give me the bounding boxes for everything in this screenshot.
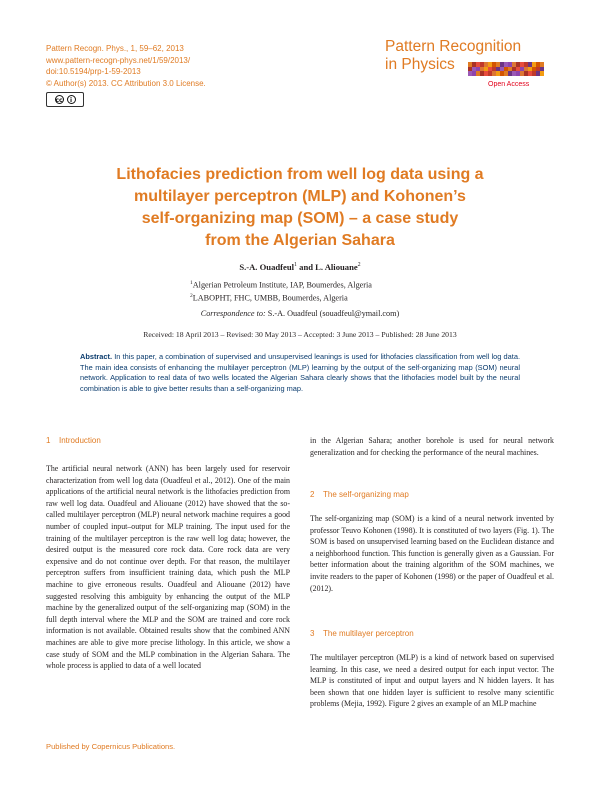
section-1-number: 1	[46, 436, 51, 445]
mosaic-cell	[540, 71, 544, 76]
section-2-body	[310, 513, 554, 594]
header-citation-block	[46, 43, 206, 89]
journal-logo-mosaic	[468, 62, 544, 76]
license-text: © Author(s) 2013. CC Attribution 3.0 License.	[46, 78, 206, 88]
section-3-number: 3	[310, 629, 315, 638]
cc-by-icon	[46, 92, 84, 107]
section-3-title: The multilayer perceptron	[323, 629, 414, 638]
cc-circle-icon: cc	[55, 97, 63, 104]
affiliation-1	[190, 278, 372, 291]
affiliation-1-sup: 1	[190, 280, 193, 286]
by-person-icon: i	[67, 95, 76, 104]
author-and: and	[297, 262, 316, 272]
journal-url[interactable]: www.pattern-recogn-phys.net/1/59/2013/	[46, 55, 191, 65]
title-line: Lithofacies prediction from well log data using a	[116, 166, 484, 183]
authors	[0, 262, 600, 272]
section-1-continuation	[310, 435, 554, 458]
affiliation-1-text: Algerian Petroleum Institute, IAP, Boumerdes, Algeria	[192, 280, 372, 290]
abstract-text: In this paper, a combination of supervised and unsupervised leanings is used for lithofacies classification from well log data. The main idea consists of enhancing the multilayer perceptron (MLP) learning by the output of the self-organizing map (SOM) neural network. Application to real data of two wells located the Algerian Sahara clearly shows that the lithofacies model built by the neural combination is able to give better results than a self-organizing map.	[80, 352, 520, 393]
section-3-body	[310, 652, 554, 710]
title-line: multilayer perceptron (MLP) and Kohonen’s	[134, 188, 466, 205]
correspondence	[0, 309, 600, 318]
abstract-label: Abstract.	[80, 352, 113, 361]
section-1-body	[46, 463, 290, 672]
section-2-heading	[310, 490, 409, 499]
affiliation-2	[190, 291, 372, 304]
section-1-title: Introduction	[59, 436, 101, 445]
doi[interactable]: doi:10.5194/prp-1-59-2013	[46, 67, 141, 76]
correspondence-text[interactable]: S.-A. Ouadfeul (souadfeul@ymail.com)	[265, 309, 400, 318]
author-2: L. Aliouane	[315, 262, 358, 272]
author-1: S.-A. Ouadfeul	[239, 262, 294, 272]
affiliations	[190, 278, 372, 304]
citation: Pattern Recogn. Phys., 1, 59–62, 2013	[46, 44, 184, 53]
journal-name-line1: Pattern Recognition	[385, 38, 522, 55]
affiliation-2-sup: 2	[190, 293, 193, 300]
affiliation-2-text: LABOPHT, FHC, UMBB, Boumerdes, Algeria	[192, 293, 348, 303]
section-2-number: 2	[310, 490, 315, 499]
section-2-title: The self-organizing map	[323, 490, 409, 499]
open-access-label: Open Access	[488, 81, 530, 88]
abstract	[80, 352, 520, 394]
section-1-heading	[46, 436, 101, 445]
title-line: self-organizing map (SOM) – a case study	[141, 210, 459, 227]
title-line: from the Algerian Sahara	[205, 232, 395, 249]
publication-dates: Received: 18 April 2013 – Revised: 30 May 2013 – Accepted: 3 June 2013 – Published: 28 June 2013	[143, 330, 457, 339]
publisher-footer: Published by Copernicus Publications.	[46, 742, 176, 751]
section-3-paragraph: The multilayer perceptron (MLP) is a kind of network based on supervised learning. In this case, we need a desired output for each input vector. The MLP is constituted of input and output layers and N hidden layers. It has been shown that one hidden layer is sufficient to resolve many scientific problems (Mejia, 1992). Figure 2 gives an example of an MLP machine	[310, 653, 554, 709]
journal-name-line2: in Physics	[385, 56, 455, 73]
paper-title	[60, 164, 540, 252]
author-2-sup: 2	[357, 262, 361, 269]
section-3-heading	[310, 629, 414, 638]
section-1-continuation-text: in the Algerian Sahara; another borehole is used for neural network generalization and for checking the performance of the neural machines.	[310, 436, 554, 457]
correspondence-label: Correspondence to:	[200, 309, 266, 318]
author-1-sup: 1	[294, 262, 297, 269]
section-2-paragraph: The self-organizing map (SOM) is a kind of a neural network invented by professor Teuvo Kohonen (1998). It is constituted of two layers (Fig. 1). The SOM is based on unsupervised learning based on the Euclidean distance and a neighborhood function. This function is generally given as a Gaussian. For better information about the training algorithm of the SOM machines, we invite readers to the paper of Kohonen (1998) or the paper of Ouadfeul et al. (2012).	[310, 514, 554, 593]
section-1-paragraph: The artificial neural network (ANN) has been largely used for reservoir characterization from well log data (Ouadfeul et al., 2012). One of the main applications of the artificial neural network is the lithofacies prediction from raw well log data. Ouadfeul and Aliouane (2012) have showed that the so-called multilayer perceptron (MLP) neural network machine requires a good number of coupled input–output for MLP training. The input used for the training of the multilayer perceptron is the raw well log data; however, the desired output is the measured core rock data. Core rock data are very expensive and do not continue over depth. For that reason, the multilayer perceptron suffers from insufficient training data, which push the MLP machine to give erroneous results. Ouadfeul and Aliouane (2012) have suggested resolving this ambiguity by enhancing the output of the MLP machine by the generalized output of the self-organizing map (SOM) in the full depth interval where the MLP and the SOM are trained and core rock information is not available. Obtained results show that the combined ANN machines are able to give more precise lithology. In this article, we show a case study of SOM and the MLP combination in the Algerian Sahara. The whole process is applied to data of a well located	[46, 464, 290, 671]
